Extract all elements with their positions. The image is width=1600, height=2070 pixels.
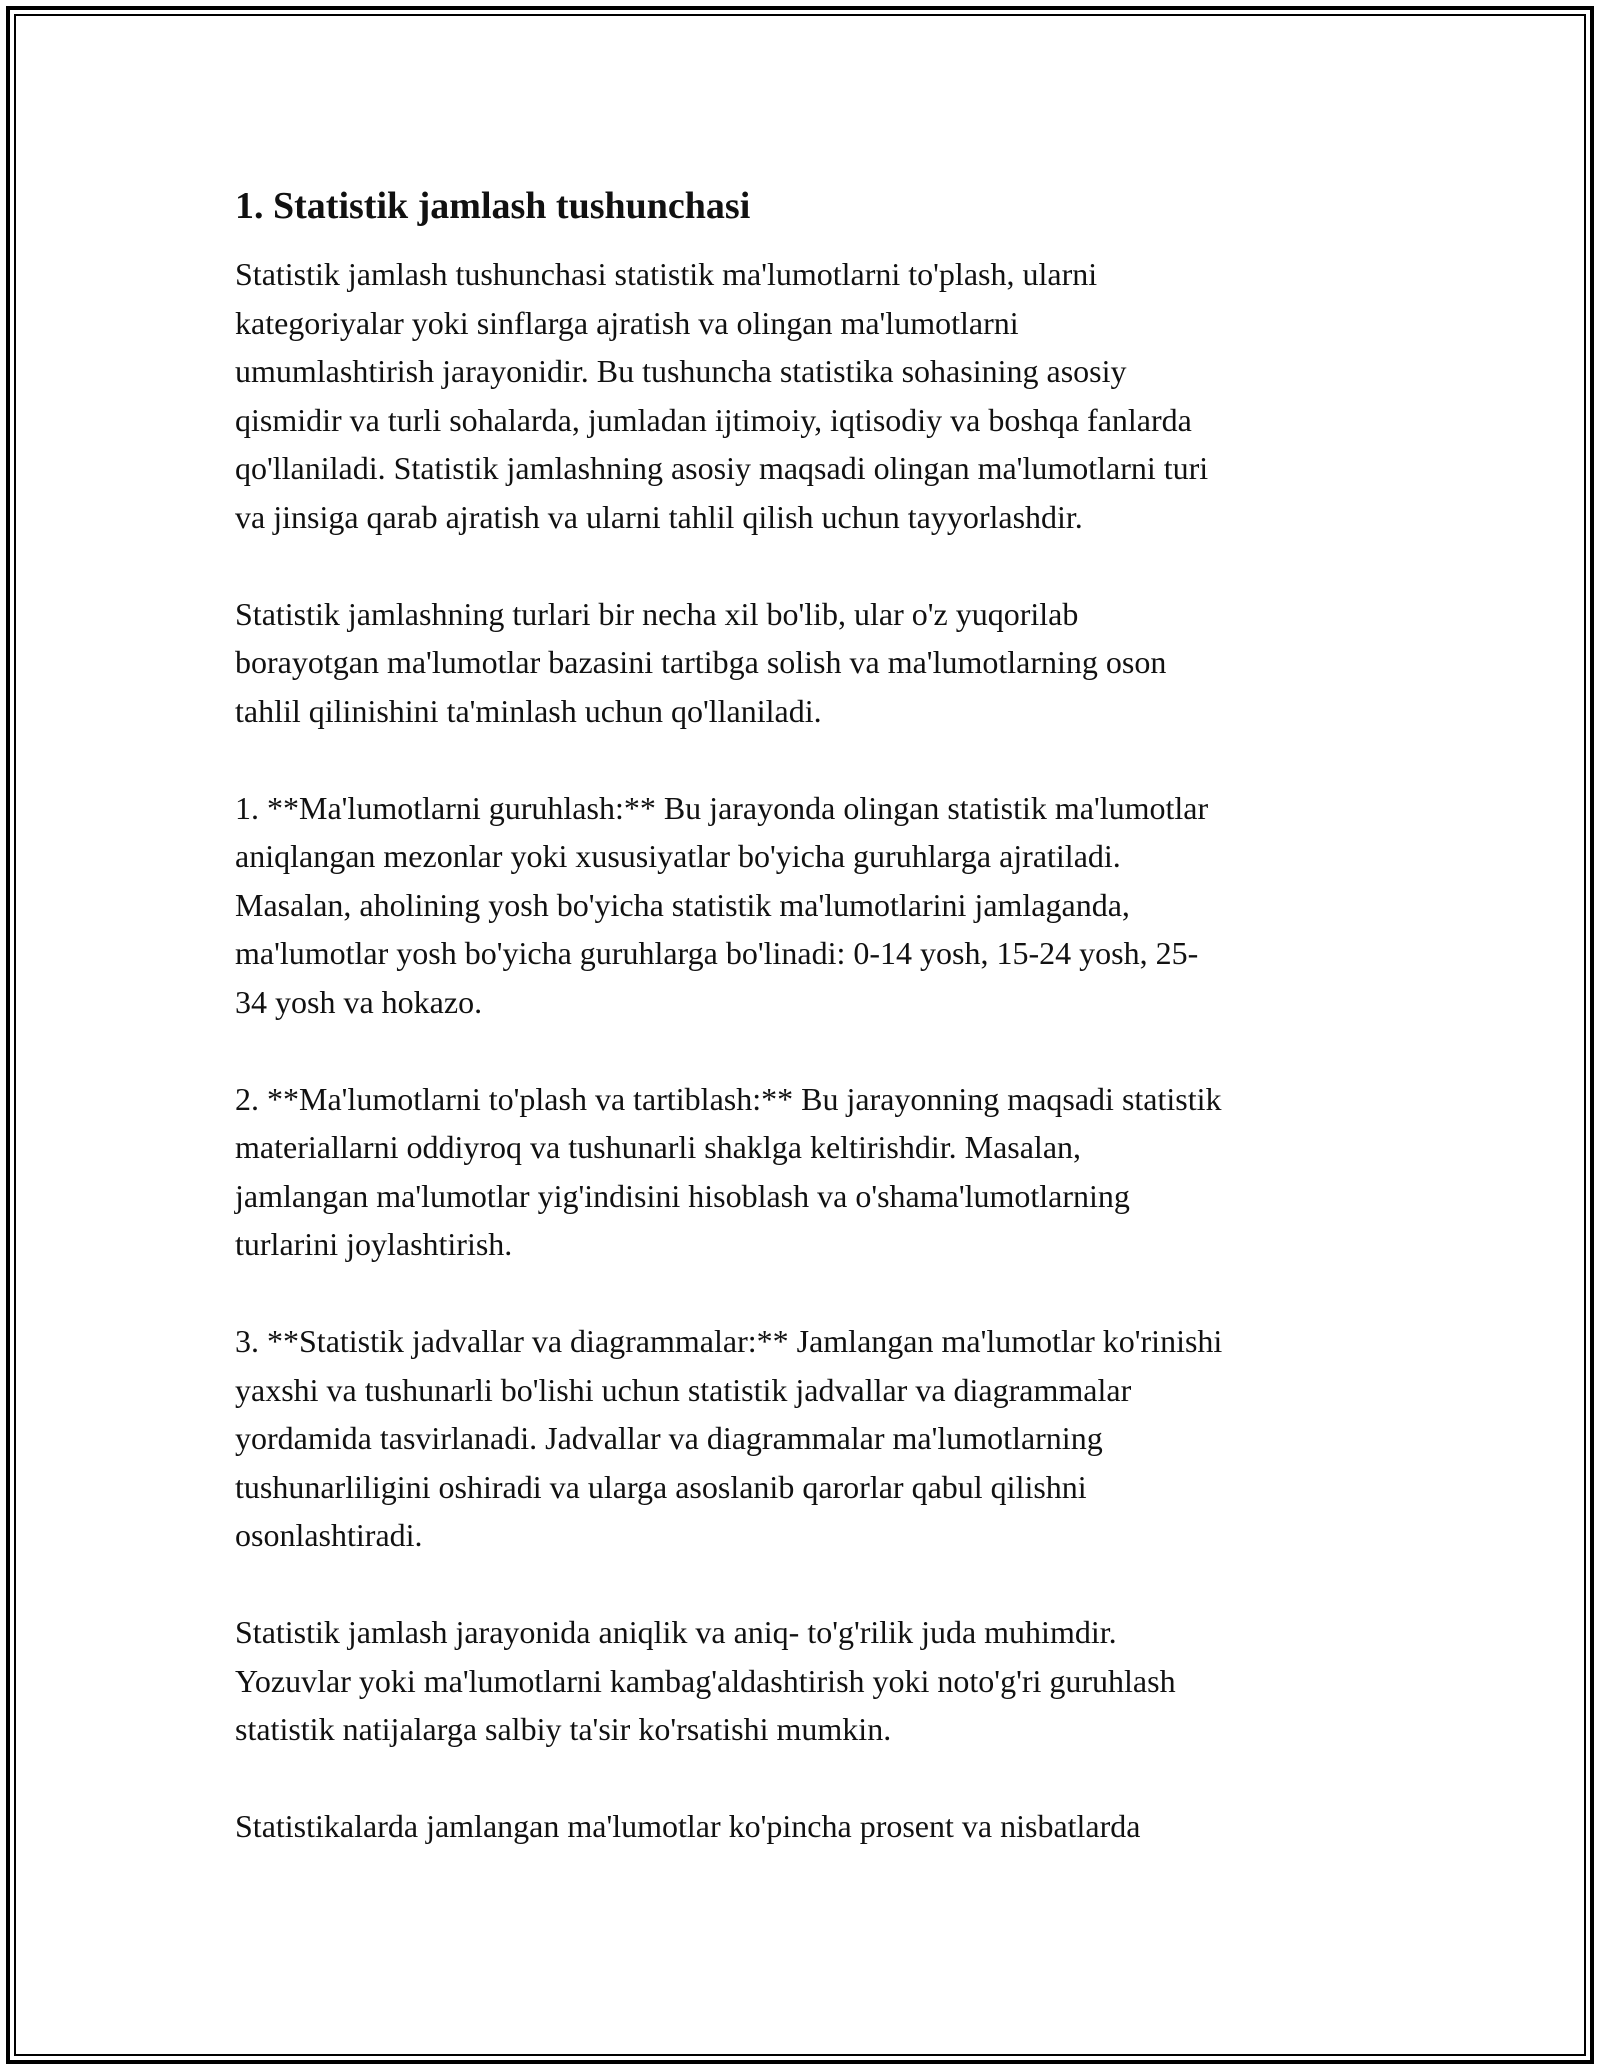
paragraph-item-2: 2. **Ma'lumotlarni to'plash va tartiblash:** Bu jarayonning maqsadi statistik materiallarni oddiyroq va tushunarli shaklga keltirishdir. Masalan, jamlangan ma'lumotlar yig'indisini hisoblash va o'shama'lumotlarning turlarini joylashtirish. [235, 1080, 1222, 1262]
paragraph-accuracy: Statistik jamlash jarayonida aniqlik va aniq- to'g'rilik juda muhimdir. Yozuvlar yoki ma'lumotlarni kambag'aldashtirish yoki noto'g'ri guruhlash statistik natijalarga salbiy ta'sir ko'rsatishi mumkin. [235, 1614, 1176, 1747]
paragraph-types: Statistik jamlashning turlari bir necha xil bo'lib, ular o'z yuqorilab borayotgan ma'lumotlar bazasini tartibga solish va ma'lumotlarning oson tahlil qilinishini ta'minlash uchun qo'llaniladi. [235, 595, 1167, 729]
paragraph-intro: Statistik jamlash tushunchasi statistik ma'lumotlarni to'plash, ularni kategoriyalar yoki sinflarga ajratish va olingan ma'lumotlarni umumlashtirish jarayonidir. Bu tushuncha statistika sohasining asosiy qismidir va turli sohalarda, jumladan ijtimoiy, iqtisodiy va boshqa fanlarda qo'llaniladi. Statistik jamlashning asosiy maqsadi olingan ma'lumotlarni turi va jinsiga qarab ajratish va ularni tahlil qilish uchun tayyorlashdir. [235, 256, 1209, 535]
paragraph-item-1: 1. **Ma'lumotlarni guruhlash:** Bu jarayonda olingan statistik ma'lumotlar aniqlangan mezonlar yoki xususiyatlar bo'yicha guruhlarga ajratiladi. Masalan, aholining yosh bo'yicha statistik ma'lumotlarini jamlaganda, ma'lumotlar yosh bo'yicha guruhlarga bo'linadi: 0-14 yosh, 15-24 yosh, 25- 34 yosh va hokazo. [235, 789, 1209, 1020]
paragraph-percentages: Statistikalarda jamlangan ma'lumotlar ko'pincha prosent va nisbatlarda [235, 1808, 1141, 1844]
document-body [235, 182, 1385, 1899]
section-heading: 1. Statistik jamlash tushunchasi [235, 185, 751, 227]
paragraph-item-3: 3. **Statistik jadvallar va diagrammalar:** Jamlangan ma'lumotlar ko'rinishi yaxshi va tushunarli bo'lishi uchun statistik jadvallar va diagrammalar yordamida tasvirlanadi. Jadvallar va diagrammalar ma'lumotlarning tushunarliligini oshiradi va ularga asoslanib qarorlar qabul qilishni osonlashtiradi. [235, 1323, 1223, 1553]
